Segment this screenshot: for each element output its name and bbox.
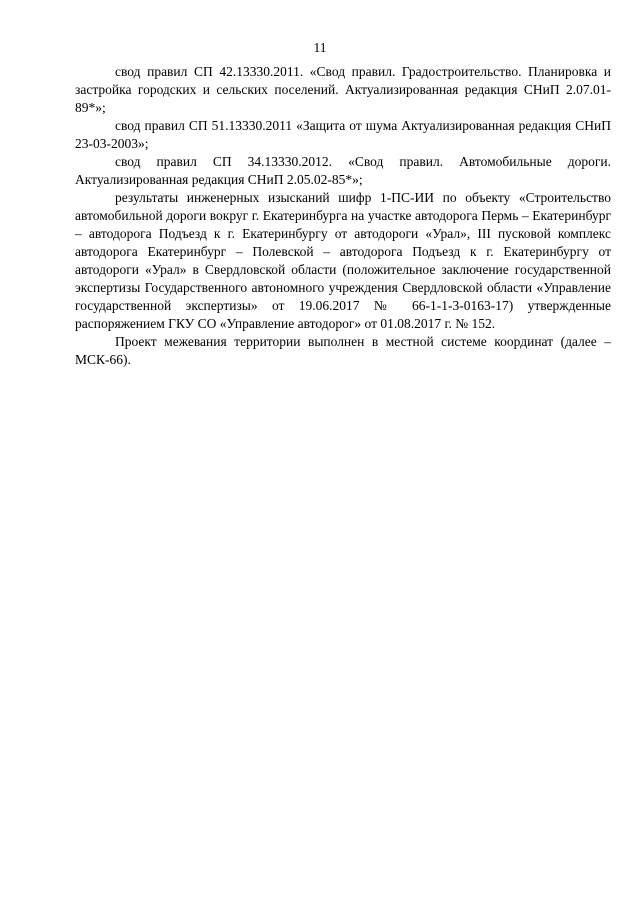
paragraph-survey-results: результаты инженерных изысканий шифр 1-ПС-ИИ по объекту «Строительство автомобильной дороги вокруг г. Екатеринбурга на участке автодорога Пермь – Екатеринбург – автодорога Подъезд к г. Екатеринбургу от автодороги «Урал», III пусковой комплекс автодорога Екатеринбург – Полевской – автодорога Подъезд к г. Екатеринбургу от автодороги «Урал» в Свердловской области (положительное заключение государственной экспертизы Государственного автономного учреждения Свердловской области «Управление государственной экспертизы» от 19.06.2017 № 66-1-1-3-0163-17) утвержденные распоряжением ГКУ СО «Управление автодорог» от 01.08.2017 г. № 152. <box>75 190 611 331</box>
paragraph-sp-34: свод правил СП 34.13330.2012. «Свод правил. Автомобильные дороги. Актуализированная редакция СНиП 2.05.02-85*»; <box>75 154 611 187</box>
document-body <box>75 63 611 369</box>
page-number: 11 <box>313 40 327 55</box>
paragraph-coordinate-system: Проект межевания территории выполнен в местной системе координат (далее – МСК-66). <box>75 334 611 367</box>
paragraph-sp-42: свод правил СП 42.13330.2011. «Свод правил. Градостроительство. Планировка и застройка городских и сельских поселений. Актуализированная редакция СНиП 2.07.01-89*»; <box>75 64 611 115</box>
paragraph-sp-51: свод правил СП 51.13330.2011 «Защита от шума Актуализированная редакция СНиП 23-03-2003»; <box>75 118 611 151</box>
